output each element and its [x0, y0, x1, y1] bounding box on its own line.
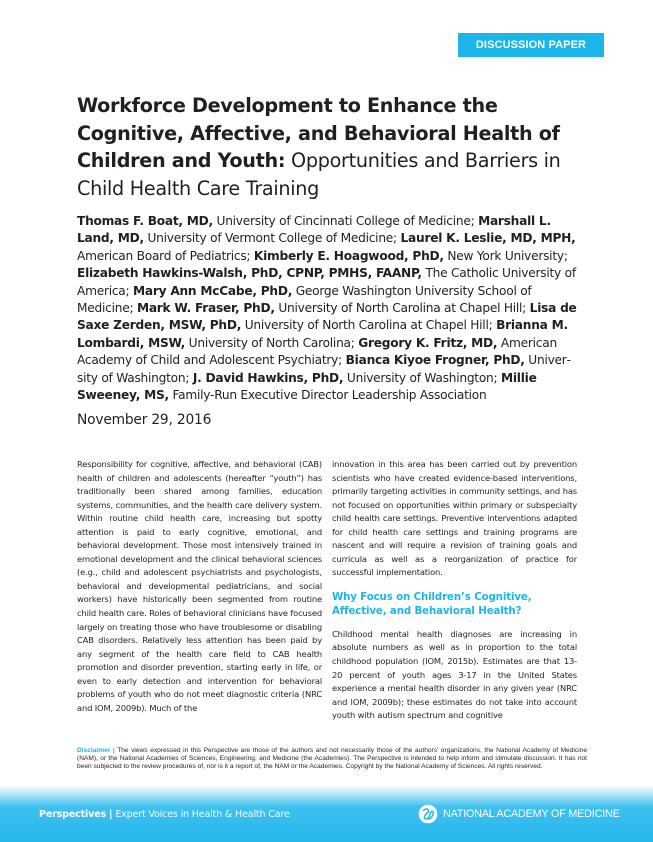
organization-name: NATIONAL ACADEMY OF MEDICINE — [443, 808, 620, 820]
disclaimer — [77, 747, 587, 771]
footer-separator: | — [109, 809, 113, 820]
author-name: Millie Sweeney, MS, — [77, 370, 537, 403]
disclaimer-label: Disclaimer | — [77, 747, 115, 754]
section-heading: Why Focus on Children’s Cognitive, Affective, and Behavioral Health? — [332, 591, 532, 617]
title-subtitle: Opportunities and Barriers in Child Health Care Training — [77, 149, 561, 200]
author-name: Bianca Kiyoe Frogner, PhD, — [345, 353, 525, 368]
author-affiliation: University of Washington; — [77, 353, 571, 385]
footer-series — [39, 809, 290, 820]
author-affiliation: University of Vermont College of Medicine; — [143, 231, 401, 246]
author-affiliation: Family-Run Executive Director Leadership Association — [168, 388, 487, 403]
author-affiliation: University of North Carolina at Chapel Hill; — [274, 301, 530, 316]
author-name: Elizabeth Hawkins-Walsh, PhD, CPNP, PMHS, FAANP, — [77, 266, 422, 281]
author-affiliation: American Academy of Child and Adolescent Psychiatry; — [77, 335, 557, 368]
author-name: Kimberly E. Hoagwood, PhD, — [253, 248, 444, 263]
author-affiliation: American Board of Pediatrics; — [77, 248, 254, 263]
author-list — [77, 213, 582, 404]
footer-banner — [0, 785, 653, 842]
body-column-right — [332, 458, 577, 723]
author-affiliation: George Washington University School of Medicine; — [77, 283, 532, 316]
publication-date: November 29, 2016 — [77, 412, 212, 428]
body-column-left — [77, 458, 322, 715]
author-name: Gregory K. Fritz, MD, — [358, 335, 498, 350]
author-name: Mary Ann McCabe, PhD, — [133, 283, 293, 298]
author-affiliation: University of Cincinnati College of Medicine; — [212, 214, 479, 228]
nam-branding — [418, 804, 620, 824]
paper-title — [77, 92, 577, 202]
disclaimer-text: The views expressed in this Perspective are those of the authors and not necessarily those of the authors’ organizations, the National Academy of Medicine (NAM), or the National Academies of Sciences, Engineering, and Medicine (the Academies). The Perspective is intended to help inform and stimulate discussion. It has not been subjected to the review procedures of, nor is it a report of, the NAM or the Academies. Copyright by the National Academy of Sciences. All rights reserved. — [77, 747, 587, 770]
body-paragraph: Childhood mental health diagnoses are increasing in absolute numbers as well as in proportion to the total childhood population (IOM, 2015b). Estimates are that 13-20 percent of youth ages 3-17 in the United States experience a mental health disorder in any given year (NRC and IOM, 2009b); these estimates do not take into account youth with autism spectrum and cognitive — [332, 628, 577, 721]
title-main: Workforce Development to Enhance the Cognitive, Affective, and Behavioral Health of Children and Youth: — [77, 94, 560, 172]
author-name: Lisa de Saxe Zerden, MSW, PhD, — [77, 301, 577, 333]
nam-logo-icon — [418, 804, 438, 824]
author-name: Brianna M. Lombardi, MSW, — [77, 318, 568, 350]
series-tagline: Expert Voices in Health & Health Care — [115, 809, 290, 820]
author-name: Laurel K. Leslie, MD, MPH, — [400, 231, 576, 246]
author-name: J. David Hawkins, PhD, — [192, 370, 344, 385]
author-affiliation: University of North Carolina at Chapel Hill; — [241, 318, 497, 333]
author-affiliation: University of North Carolina; — [185, 335, 359, 350]
author-name: Thomas F. Boat, MD, — [77, 214, 213, 228]
discussion-paper-badge: DISCUSSION PAPER — [458, 33, 604, 57]
body-paragraph: Responsibility for cognitive, affective, and behavioral (CAB) health of children and adolescents (hereafter “youth”) has traditionally been shared among families, education systems, communities, and the health care delivery system. Within routine child health care, increasing but spotty attention is paid to early cognitive, emotional, and behavioral development. Those most intensively trained in emotional development and the clinical behavioral sciences (e.g., child and adolescent psychiatrists and psychologists, behavioral and developmental pediatricians, and social workers) have historically been segmented from routine child health care. Roles of behavioral clinicians have focused largely on treating those who have troublesome or disabling CAB disorders. Relatively less attention has been paid by any segment of the health care field to CAB health promotion and disorder prevention, starting early in life, or even to early detection and intervention for behavioral problems of youth who do not meet diagnostic criteria (NRC and IOM, 2009b). Much of the — [77, 459, 322, 713]
author-name: Marshall L. Land, MD, — [77, 214, 551, 246]
author-affiliation: University of Washington; — [343, 370, 501, 385]
body-paragraph: innovation in this area has been carried out by prevention scientists who have created evidence-based interventions, primarily targeting activities in community settings, and has not focused on opportunities within primary or subspecialty child health care settings. Preventive interventions adapted for child health care settings and training programs are nascent and will require a revision of training goals and curricula as well as a reorganization of practice for successful implementation. — [332, 459, 577, 578]
author-name: Mark W. Fraser, PhD, — [136, 301, 275, 316]
author-affiliation: New York University; — [443, 248, 568, 263]
series-name: Perspectives — [39, 809, 106, 820]
author-affiliation: The Catholic University of America; — [77, 266, 576, 298]
